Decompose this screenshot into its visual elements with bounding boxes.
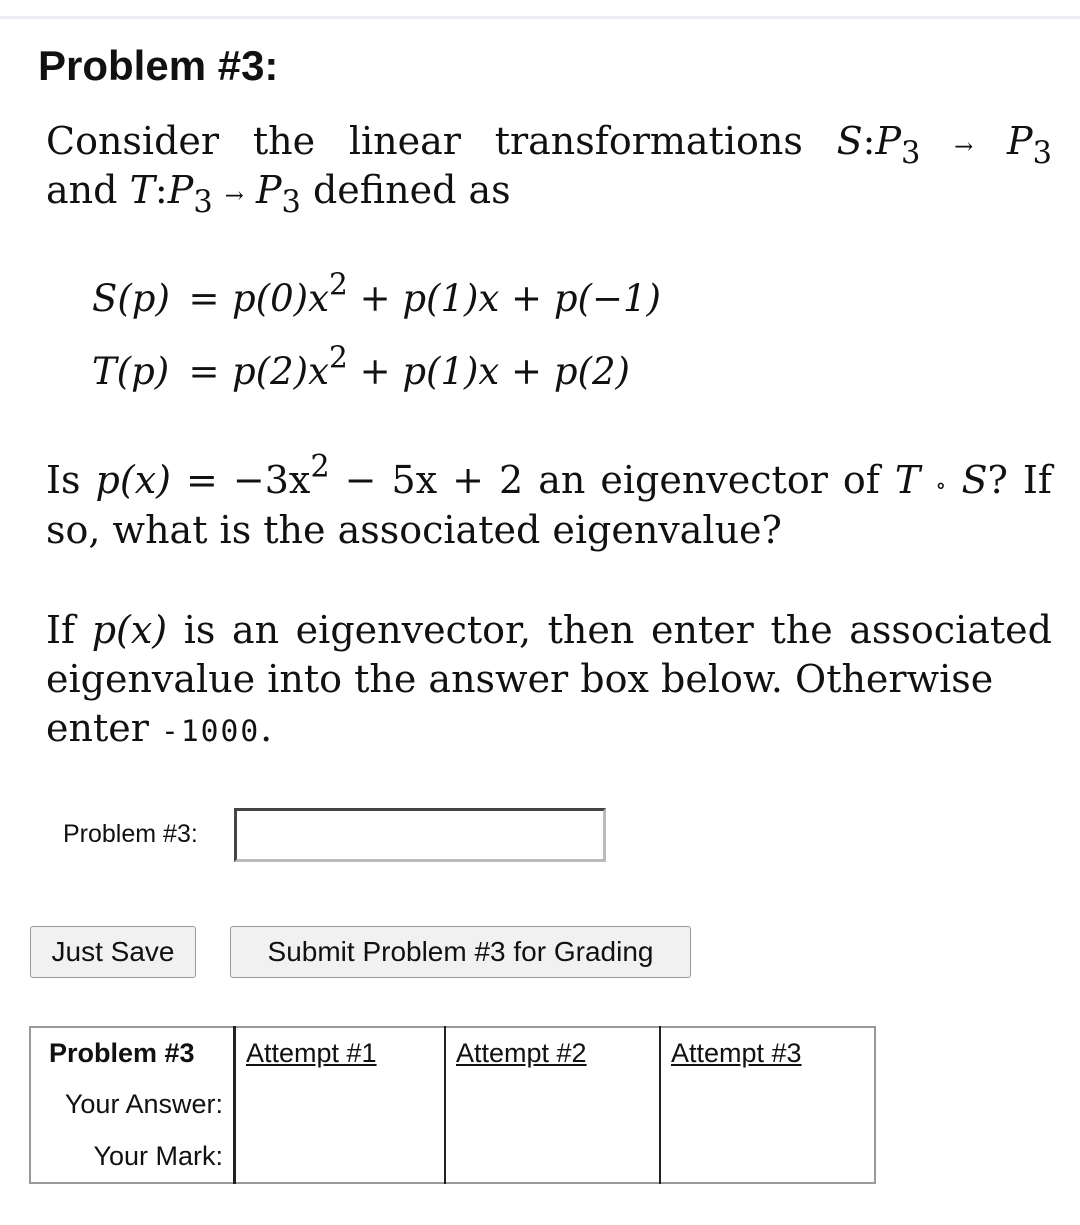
- answer-cell-3: [660, 1078, 875, 1130]
- question-line1: Is $p(x) = -3x^2 - 5x + 2$ an eigenvector of T ∘ S? If: [46, 449, 1052, 502]
- attempt-3-link[interactable]: Attempt #3: [671, 1037, 802, 1068]
- instructions-line1: If p(x) is an eigenvector, then enter the associated: [46, 608, 1052, 652]
- just-save-button[interactable]: Just Save: [30, 926, 196, 978]
- problem-intro-line2: and $T:P_3 \to P_3$ defined as: [46, 168, 511, 221]
- mark-cell-1: [235, 1130, 446, 1183]
- problem-title: Problem #3:: [38, 42, 279, 89]
- equation-t: $T(p) = p(2)x^2 + p(1)x + p(2)$: [92, 340, 630, 393]
- attempt-1-link[interactable]: Attempt #1: [246, 1037, 377, 1068]
- your-answer-row: [30, 1078, 875, 1130]
- mark-cell-2: [445, 1130, 660, 1183]
- submit-button[interactable]: Submit Problem #3 for Grading: [230, 926, 691, 978]
- your-mark-row: [30, 1130, 875, 1183]
- instructions-line2: eigenvalue into the answer box below. Otherwise: [46, 657, 994, 701]
- answer-label: Problem #3:: [63, 820, 198, 848]
- mark-cell-3: [660, 1130, 875, 1183]
- attempts-header-row: [30, 1027, 875, 1078]
- problem-intro-line1: Consider the linear transformations $S:P_3 \to P_3$: [46, 119, 1052, 172]
- question-line2: so, what is the associated eigenvalue?: [46, 508, 782, 552]
- answer-cell-1: [235, 1078, 446, 1130]
- equation-s: $S(p) = p(0)x^2 + p(1)x + p(-1)$: [92, 267, 661, 320]
- your-mark-label: Your Mark:: [30, 1130, 235, 1183]
- attempts-table: [29, 1026, 876, 1184]
- attempts-header: Problem #3: [30, 1027, 235, 1078]
- top-divider: [0, 16, 1080, 19]
- answer-cell-2: [445, 1078, 660, 1130]
- answer-input[interactable]: [234, 808, 606, 862]
- attempt-2-link[interactable]: Attempt #2: [456, 1037, 587, 1068]
- code-value: -1000: [160, 713, 261, 748]
- instructions-line3: enter -1000.: [46, 706, 273, 750]
- your-answer-label: Your Answer:: [30, 1078, 235, 1130]
